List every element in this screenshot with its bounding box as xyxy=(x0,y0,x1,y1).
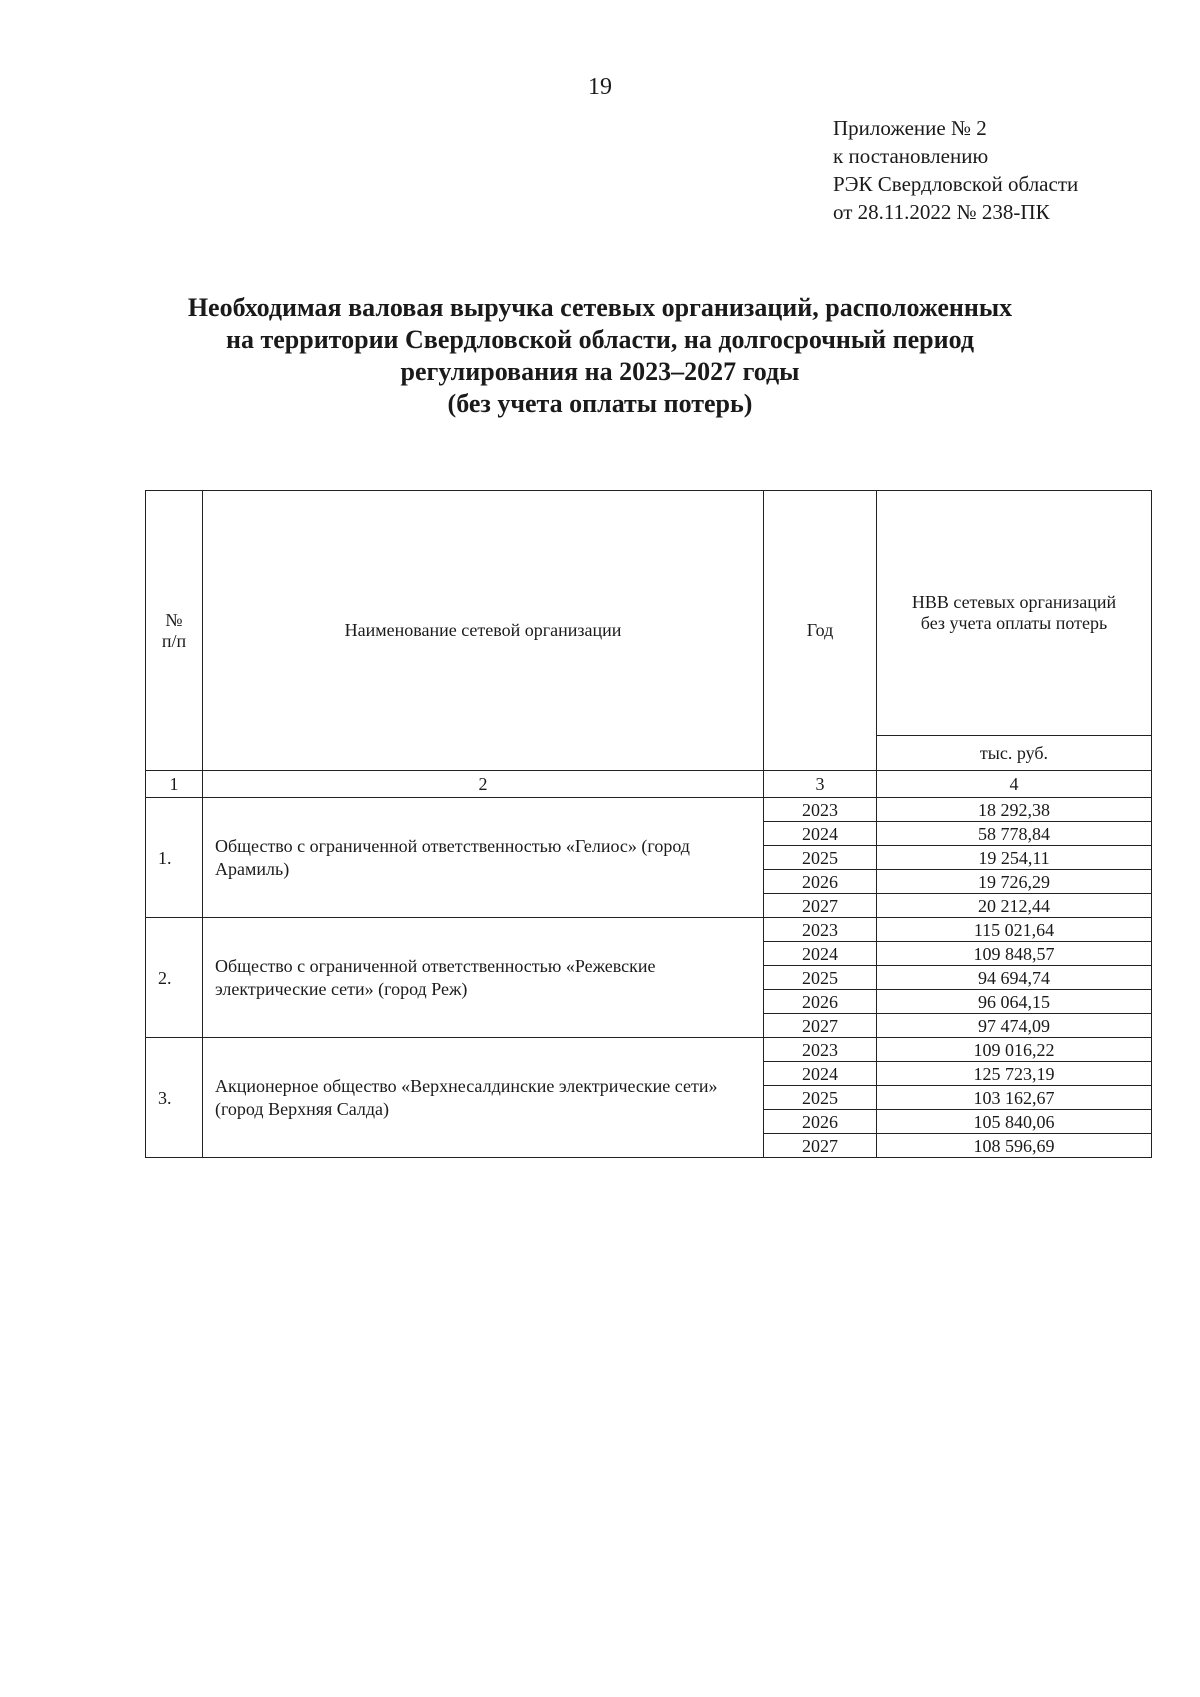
appendix-line: к постановлению xyxy=(833,144,989,168)
table-row xyxy=(146,798,1152,822)
page-number: 19 xyxy=(588,74,612,100)
value-cell: 19 254,11 xyxy=(877,846,1152,870)
value-cell: 115 021,64 xyxy=(877,918,1152,942)
header-nvv xyxy=(877,491,1152,736)
appendix-line: от 28.11.2022 № 238-ПК xyxy=(833,200,1050,224)
value-cell: 97 474,09 xyxy=(877,1014,1152,1038)
value-cell: 125 723,19 xyxy=(877,1062,1152,1086)
year-cell: 2024 xyxy=(764,1062,877,1086)
title-line: (без учета оплаты потерь) xyxy=(447,389,753,418)
appendix-line: Приложение № 2 xyxy=(833,116,987,140)
org-name: Акционерное общество «Верхнесалдинские электрические сети» (город Верхняя Салда) xyxy=(203,1038,764,1158)
header-name: Наименование сетевой организации xyxy=(203,491,764,771)
header-nvv-line: НВВ сетевых организаций xyxy=(911,592,1117,612)
header-num xyxy=(146,491,203,771)
header-num-line: № xyxy=(165,609,183,630)
row-number: 2. xyxy=(146,918,203,1038)
year-cell: 2027 xyxy=(764,894,877,918)
header-nvv-line: без учета оплаты потерь xyxy=(920,613,1108,633)
year-cell: 2024 xyxy=(764,942,877,966)
year-cell: 2023 xyxy=(764,798,877,822)
column-index: 1 xyxy=(146,771,203,798)
value-cell: 109 016,22 xyxy=(877,1038,1152,1062)
year-cell: 2025 xyxy=(764,846,877,870)
year-cell: 2025 xyxy=(764,1086,877,1110)
year-cell: 2026 xyxy=(764,870,877,894)
column-index-row xyxy=(146,771,1152,798)
title-line: Необходимая валовая выручка сетевых организаций, расположенных xyxy=(187,293,1013,322)
row-number: 3. xyxy=(146,1038,203,1158)
year-cell: 2023 xyxy=(764,1038,877,1062)
value-cell: 105 840,06 xyxy=(877,1110,1152,1134)
document-title xyxy=(150,292,1050,420)
value-cell: 96 064,15 xyxy=(877,990,1152,1014)
header-year: Год xyxy=(764,491,877,771)
year-cell: 2027 xyxy=(764,1014,877,1038)
year-cell: 2025 xyxy=(764,966,877,990)
title-line: регулирования на 2023–2027 годы xyxy=(400,357,800,386)
value-cell: 103 162,67 xyxy=(877,1086,1152,1110)
value-cell: 18 292,38 xyxy=(877,798,1152,822)
org-name: Общество с ограниченной ответственностью «Гелиос» (город Арамиль) xyxy=(203,798,764,918)
nvv-table xyxy=(145,490,1152,1158)
column-index: 4 xyxy=(877,771,1152,798)
appendix-block xyxy=(833,114,1078,226)
value-cell: 109 848,57 xyxy=(877,942,1152,966)
value-cell: 94 694,74 xyxy=(877,966,1152,990)
year-cell: 2023 xyxy=(764,918,877,942)
value-cell: 108 596,69 xyxy=(877,1134,1152,1158)
year-cell: 2027 xyxy=(764,1134,877,1158)
column-index: 3 xyxy=(764,771,877,798)
header-num-line: п/п xyxy=(161,630,187,651)
value-cell: 58 778,84 xyxy=(877,822,1152,846)
org-name: Общество с ограниченной ответственностью «Режевские электрические сети» (город Реж) xyxy=(203,918,764,1038)
value-cell: 20 212,44 xyxy=(877,894,1152,918)
year-cell: 2026 xyxy=(764,1110,877,1134)
year-cell: 2026 xyxy=(764,990,877,1014)
appendix-line: РЭК Свердловской области xyxy=(833,172,1079,196)
header-unit: тыс. руб. xyxy=(877,736,1152,771)
table-row xyxy=(146,918,1152,942)
table-row xyxy=(146,1038,1152,1062)
column-index: 2 xyxy=(203,771,764,798)
title-line: на территории Свердловской области, на долгосрочный период xyxy=(225,325,974,354)
year-cell: 2024 xyxy=(764,822,877,846)
row-number: 1. xyxy=(146,798,203,918)
value-cell: 19 726,29 xyxy=(877,870,1152,894)
